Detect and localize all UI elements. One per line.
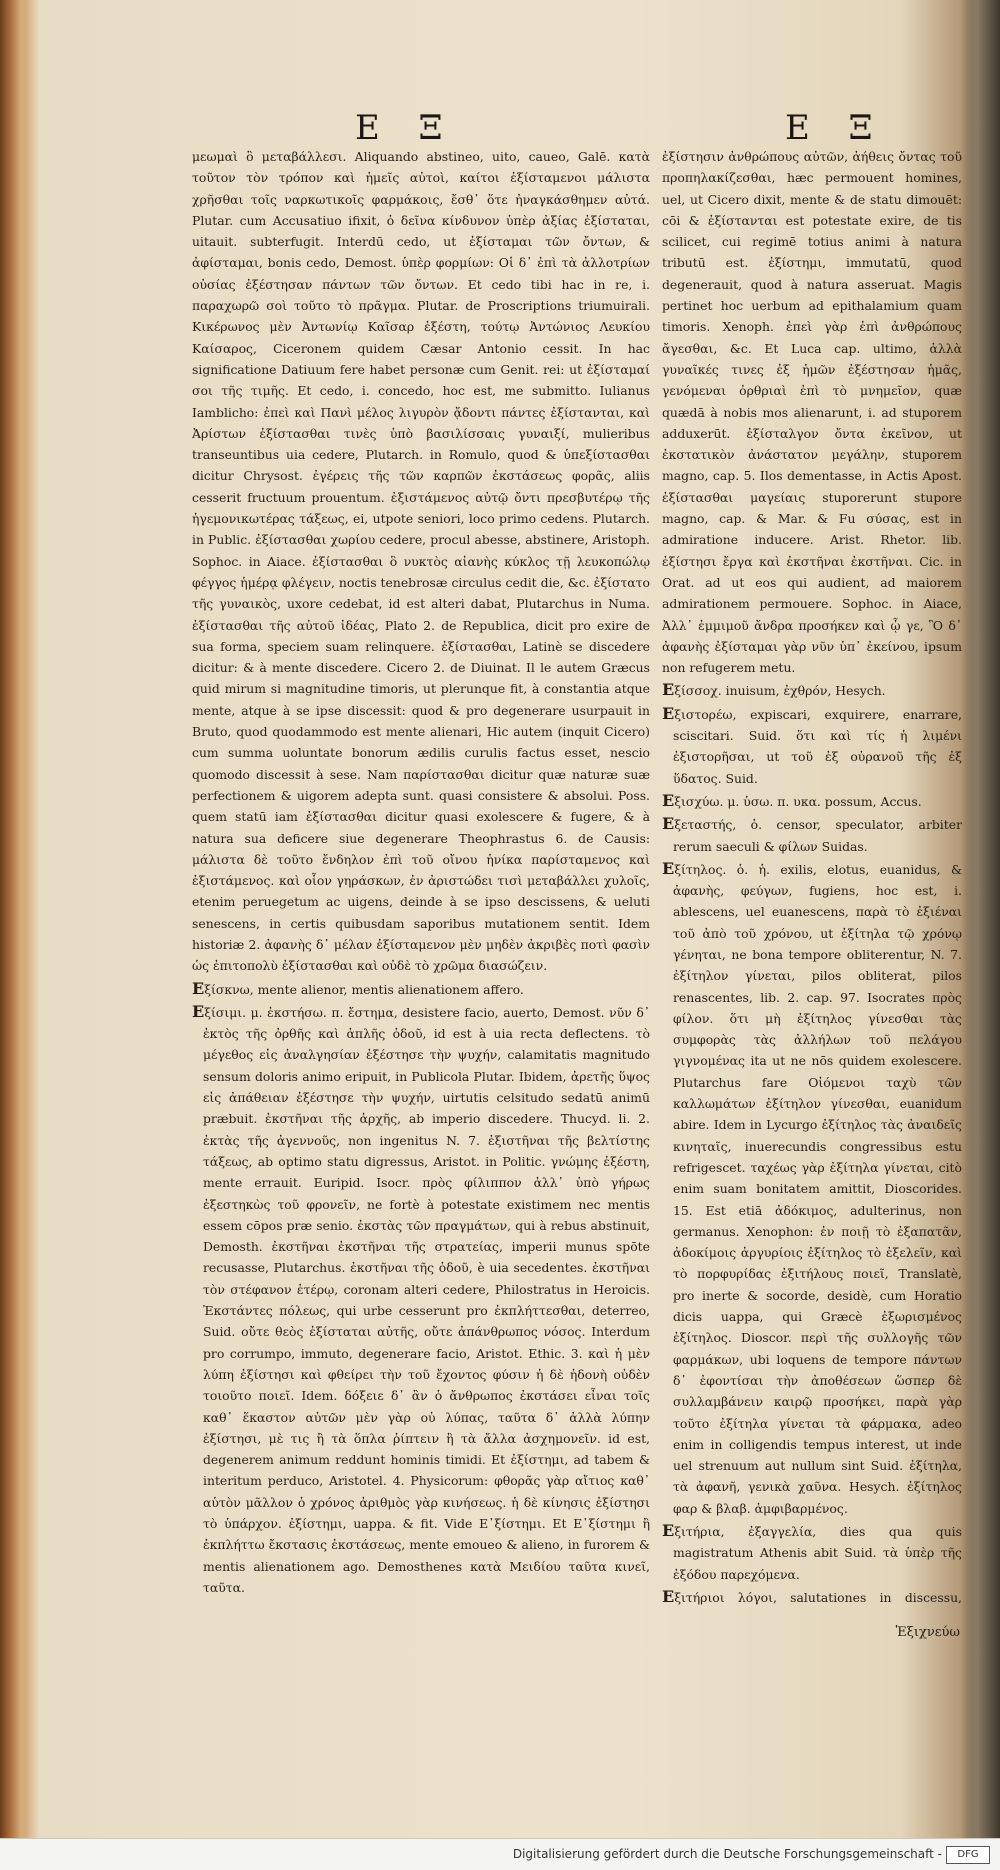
dictionary-entry — [662, 703, 962, 789]
dictionary-entry — [662, 813, 962, 857]
dictionary-entry — [192, 978, 650, 1000]
entry-text: ξεταστής, ὁ. censor, speculator, arbiter rerum saeculi & φίλων Suidas. — [673, 817, 962, 854]
entry-text: ξισχύω. μ. ὑσω. π. υκα. possum, Accus. — [674, 793, 922, 809]
page-edge-left — [0, 0, 30, 1838]
dictionary-entry — [662, 1520, 962, 1585]
entry-initial: E — [662, 814, 675, 834]
running-header-left: E Ξ — [355, 108, 457, 148]
entry-initial: E — [662, 790, 675, 810]
paragraph: ἐξίστησιν ἀνθρώπους αὐτῶν, ἀήθεις ὄντας τοῦ προπηλακίζεσθαι, hæc permouent homines, uel, ut Cicero dixit, mente & de statu dimouēt: cōi & ἐξίστανται est potestate exire, de tis scilicet, cui regimē totius animi à natura tributū est. ἐξίστημι, immutatū, quod degenerauit, quod à natura asseruat. Magis pertinet hoc uerbum ad epithalamium quam timoris. Xenoph. ἐπεὶ γὰρ ἐπὶ ἀνθρώπους ἄγεσθαι, &c. Et Luca cap. ultimo, ἀλλὰ γυναῖκές τινες ἐξ ἡμῶν ἐξέστησαν ἡμᾶς, γενόμεναι ὀρθριαὶ ἐπὶ τὸ μνημεῖον, quæ quædā à nobis mos alienarunt, i. ad stuporem adduxerūt. ἐξίσταλγον ὄντα ἐκεῖνον, ut ἐκστατικὸν ἀνάστατον μεγάλην, stuporem magno, cap. 5. Ilos dementasse, in Actis Apost. ἐξίστασθαι μαγείαις stuporerunt stupore magno, cap. & Mar. & Fu σύσας, est in admiratione inducere. Arist. Rhetor. lib. ἐξίστησι ἔργα καὶ ἐκστῆναι ἐκστῆναι. Cic. in Orat. ad ut eos qui audient, ad maiorem admirationem permouere. Sophoc. in Aiace, Ἀλλ᾽ ἐμμιμοῦ ἄνδρα προσήκεν καὶ ᾧ γε, Ὃ δ᾽ ἀφανὴς ἐξίσταμαι γὰρ νῦν ὑπ᾽ ἐκείνου, ipsum non refugerem metu. — [662, 149, 962, 676]
dictionary-entry — [662, 679, 962, 701]
entry-initial: E — [662, 1521, 675, 1540]
catchword: Ἐξιχνεύω — [895, 1625, 960, 1640]
paragraph: μεωμαὶ ὃ μεταβάλλεσι. Aliquando abstineo, uito, caueo, Galē. κατὰ τοῦτον τὸν τρόπον καὶ ἡμεῖς αὐτοὶ, καίτοι ἐξίσταμενοι μάλιστα χρῆσθαι τοῖς ναρκωτικοῖς φαρμάκοις, ἔσθ᾽ ὅτε ἠναγκάσθημεν αὐτά. Plutar. cum Accusatiuo ifixit, ὁ δεῖνα κίνδυνον ὑπὲρ ἀξίας ἐξίσταται, uitauit. subterfugit. Interdū cedo, ut ἐξίσταμαι τῶν ὄντων, & ἀφίσταμαι, bonis cedo, Demost. ὑπὲρ φορμίων: Οἱ δ᾽ ἐπὶ τὰ ἀλλοτρίων οὐσίας ἐξέστησαν πάντων τῶν ὄντων. Et cedo tibi hac in re, i. παραχωρῶ σοὶ τοῦτο τὸ πρᾶγμα. Plutar. de Proscriptions triumuirali. Κικέρωνος μὲν Ἀντωνίῳ Καῖσαρ ἐξέστη, τούτῳ Ἀντώνιος Λευκίου Καίσαρος, Ciceronem quidem Cæsar Antonio cessit. In hac significatione Datiuum fere habet personæ cum Genit. rei: ut ἐξίσταμαί σοι τῆς τιμῆς. Et cedo, i. concedo, hoc est, me submitto. Iulianus Iamblicho: ἐπεὶ καὶ Πανὶ μέλος λιγυρὸν ᾄδοντι πάντες ἐξίστανται, καὶ Ἀρίστων ἐξίστασθαι τινὲς ὑπὸ βασιλίσσαις γυναιξί, mulieribus transeuntibus uia cedere, Plutarch. in Romulo, quod & ὑπεξίστασθαι dicitur Chrysost. ἐγέρεις τῆς τῶν καρπῶν ἐκστάσεως φορᾶς, aliis cesserit fructuum prouentum. ἐξιστάμενος αὐτῷ ὄντι πρεσβυτέρῳ τῆς ἡγεμονικωτέρας τάξεως, ei, utpote seniori, loco primo cedens. Plutarch. in Public. ἐξίστασθαι χωρίου cedere, procul abesse, abstinere, Aristoph. Sophoc. in Aiace. ἐξίστασθαι ὃ νυκτὸς αἰανὴς κύκλος τῇ λευκοπώλῳ φέγγος ἡμέρᾳ φλέγειν, noctis tenebrosæ circulus cedit die, &c. ἐξίστατο τῆς γυναικὸς, uxore cedebat, id est alteri dabat, Plutarchus in Numa. ἐξίστασθαι τῆς αὐτοῦ ἰδέας, Plato 2. de Republica, dicit pro exire de sua forma, speciem suam relinquere. ἐξίστασθαι, Latinè se discedere dicitur: & à mente discedere. Cicero 2. de Diuinat. Il le autem Græcus quid mirum si magnitudine timoris, ut plerunque fit, à constantia atque mente, atque à se ipse discessit: quod & pro degenerare usurpauit in Bruto, quod quodammodo est mente alienari, Hic autem (inquit Cicero) cum summa uoluntate bonorum ædilis curulis factus esset, nescio quomodo discessit à sese. Nam παρίστασθαι dicitur quæ naturæ suæ perfectionem & uigorem adepta sunt. quasi consistere & absolui. Poss. quem statū iam ἐξίστασθαι dicitur quasi exolescere & fugere, & à natura sua deficere siue degenerare Theophrastus 6. de Causis: μάλιστα δὲ τοῦτο ἔνδηλον ἐπὶ τοῦ οἴνου ἡνίκα παρίσταμενος καὶ ἐξιστάμενος. καὶ οἷον γηράσκων, ἐν ἀριστώδει τισὶ μεταβάλλει χυλοῖς, etenim peruegetum ac uigens, deinde à se ipso descissens, & ueluti senescens, in certis quibusdam saporibus mutationem sentit. Idem historiæ 2. ἀφανὴς δ᾽ μέλαν ἐξίσταμενον μὲν μηδὲν ἀκριβὲς ποτὶ φασὶν ὡς ἐπιτοπολὺ ἐξίστασθαι καὶ οὐδὲ τὸ χρῶμα διασώζειν. — [192, 149, 650, 974]
dictionary-entry — [192, 1001, 650, 1598]
entry-text: ξίσσοχ. inuisum, ἐχθρόν, Hesych. — [674, 683, 886, 699]
entry-text: ξιτήριοι λόγοι, salutationes in discessu, — [674, 1589, 962, 1605]
dictionary-entry — [662, 858, 962, 1519]
footer-credit: Digitalisierung gefördert durch die Deutsche Forschungsgemeinschaft - — [512, 1847, 942, 1861]
entry-initial: E — [662, 680, 675, 700]
entry-initial: E — [662, 703, 675, 723]
footer-bar — [0, 1838, 1000, 1870]
entry-text: ξιστορέω, expiscari, exquirere, enarrare, sciscitari. Suid. ὅτι καὶ τίς ἡ λιμένι ἐξιστορῆσαι, ut τοῦ ἐξ οὐρανοῦ τῆς ἐξ ὕδατος. Suid. — [673, 706, 962, 786]
page-edge-right — [962, 0, 1000, 1838]
dictionary-entry — [662, 790, 962, 812]
left-column-text — [192, 146, 650, 1606]
entry-initial: E — [662, 1586, 675, 1606]
entry-text: ξίσκνω, mente alienor, mentis alienationem affero. — [204, 981, 524, 997]
dfg-logo: DFG — [946, 1846, 990, 1864]
entry-text: ξίτηλος. ὁ. ἡ. exilis, elotus, euanidus, & ἀφανὴς, φεύγων, fugiens, hoc est, i. ablescens, uel euanescens, παρὰ τὸ ἐξιέναι τοῦ ἀπὸ τοῦ χρόνου, ut ἐξίτηλα τῷ χρόνῳ γένηται, ne bona tempore obliterentur, N. 7. ἐξίτηλον γίνεται, pilos obliterat, pilos renascentes, lib. 2. cap. 97. Isocrates πρὸς φίλον. ὅτι μὴ ἐξίτηλος γίνεσθαι τὰς συμφορὰς τὰς ἀλλήλων τοῦ πελάγου γιγνομένας ita ut ne nōs quidem exolescere. Plutarchus fare Οἰόμενοι ταχὺ τῶν καλλωμάτων ἐξίτηλον γίνεσθαι, euanidum abire. Idem in Lycurgo ἐξίτηλος τὰς ἀναιδεῖς κινηταῖς, inuerecundis congressibus estu refrigescet. ταχέως γὰρ ἐξίτηλα γίνεται, citò enim suam bonitatem amittit, Dioscorides. 15. Est etiā ἀδόκιμος, adulterinus, non germanus. Xenophon: ἐν ποιῇ τὸ ἐξαπατᾶν, ἀδοκίμοις ἀργυρίοις ἐξίτηλος τὸ ἐξελεῖν, καὶ τὸ πορφυρίδας ἐξιτήλους ποιεῖ, Translatè, pro inerte & socorde, desidè, cum Horatio dicis uappa, qui Græcè ἐξωρισμένος ἐξίτηλος. Dioscor. περὶ τῆς συλλογῆς τῶν φαρμάκων, ubi loquens de tempore πάντων δ᾽ ἐφοντίσαι τὴν ἀποθέσεων ὥσπερ δὲ συλλαμβάνειν καιρῷ προσήκει, παρὰ γὰρ τοῦτο ἐξίτηλα γίνεται τὰ φάρμακα, adeo enim in colligendis tempus interest, ut inde uel strenuum aut nullum sint Suid. ἐξίτηλα, τὰ ἀφανῆ, γενικὰ χαῦνα. Hesych. ἐξίτηλος φαρ & βλαβ. ἀμφιβαρμένος. — [673, 861, 962, 1516]
entry-text: ξιτήρια, ἐξαγγελία, dies qua quis magistratum Athenis abit Suid. τὰ ὑπὲρ τῆς ἐξόδου παρεχόμενα. — [673, 1524, 962, 1582]
right-column-text — [662, 146, 962, 1606]
entry-initial: E — [662, 858, 675, 878]
dictionary-entry — [662, 1586, 962, 1606]
entry-initial: E — [192, 978, 205, 998]
entry-initial: E — [192, 1001, 205, 1021]
entry-text: ξίσιμι. μ. ἐκστήσω. π. ἔστημα, desistere facio, auerto, Demost. νῦν δ᾽ ἐκτὸς τῆς ὀρθῆς καὶ ἁπλῆς ὁδοῦ, id est à uia recta deflectens. τὸ μέγεθος εἰς ἀναλγησίαν ἐξέστησε τὴν ψυχήν, calamitatis magnitudo sensum doloris animo eripuit, in Publicola Plutar. Ibidem, ἀρετῆς ὕψος εἰς ἀπάθειαν ἐξέστησε τὴν ψυχήν, uirtutis celsitudo sedatū animū præbuit. ἐκστῆναι τῆς ἀρχῆς, ab imperio discedere. Thucyd. li. 2. ἐκτὰς τῆς ἀγεννοῦς, non ingenitus N. 7. ἐξιστῆναι τῆς βελτίστης τάξεως, ab optimo statu digressus, Aristot. in Politic. γνώμης ἐξέστη, mente errauit. Euripid. Isocr. πρὸς φίλιππον ἀλλ᾽ ὑπὸ γήρως ἐξεστηκὼς τοῦ φρονεῖν, ne fortè à potestate existimem nec mentis essem cōpos præ senio. ἐκστὰς τῶν πραγμάτων, qui à rebus abstinuit, Demosth. ἐκστῆναι ἐκστῆναι τῆς στρατείας, imperii munus spōte recusasse, Plutarchus. ἐκστῆναι τῆς ὁδοῦ, è uia secedentes. ἐκστῆναι τὸν στέφανον ἑτέρῳ, coronam alteri cedere, Philostratus in Heroicis. Ἐκστάντες πόλεως, qui urbe cesserunt pro ἐκπλήττεσθαι, deterreo, Suid. οὔτε θεὸς ἐξίσταται αὐτῆς, οὔτε ἀπάνθρωπος νόσος. Interdum pro corrumpo, immuto, degenerare facio, Aristot. Ethic. 3. καὶ ἡ μὲν λύπη ἐξίστησι καὶ φθείρει τὴν τοῦ ἔχοντος φύσιν ἡ δὲ ἡδονὴ οὐδὲν τοιοῦτο ποιεῖ. Idem. δόξειε δ᾽ ἂν ὁ ἄνθρωπος ἐκστάσει εἶναι τοῖς καθ᾽ ἕκαστον αὐτῶν μὲν γὰρ οὐ λύπας, ταῦτα δ᾽ ἀλλὰ λύπην ἐξίστησι, μὲ τις ἢ τὰ ὅπλα ῥίπτειν ἢ τὰ ἄλλα ἀσχημονεῖν. id est, degenerem animum reddunt hominis timidi. Et ἐξίστημι, ad tabem & interitum perduco, Aristotel. 4. Physicorum: φθορᾶς γὰρ αἴτιος καθ᾽ αὑτὸν μᾶλλον ὁ χρόνος ἀριθμὸς γὰρ κινήσεως. ἡ δὲ κίνησις ἐξίστησι τὸ ὑπάρχον. ἐξίστημι, uappa. & fit. Vide Ε᾽ξίστημι. Et Ε᾽ξίστημι ἢ ἐκπλήττω ἔκστασις ἐκστάσεως, mente emoueo & alieno, in furorem & mentis alienationem ago. Demosthenes κατὰ Μειδίου ταῦτα κινεῖ, ταῦτα. — [203, 1004, 650, 1595]
running-header-right: E Ξ — [785, 108, 887, 148]
